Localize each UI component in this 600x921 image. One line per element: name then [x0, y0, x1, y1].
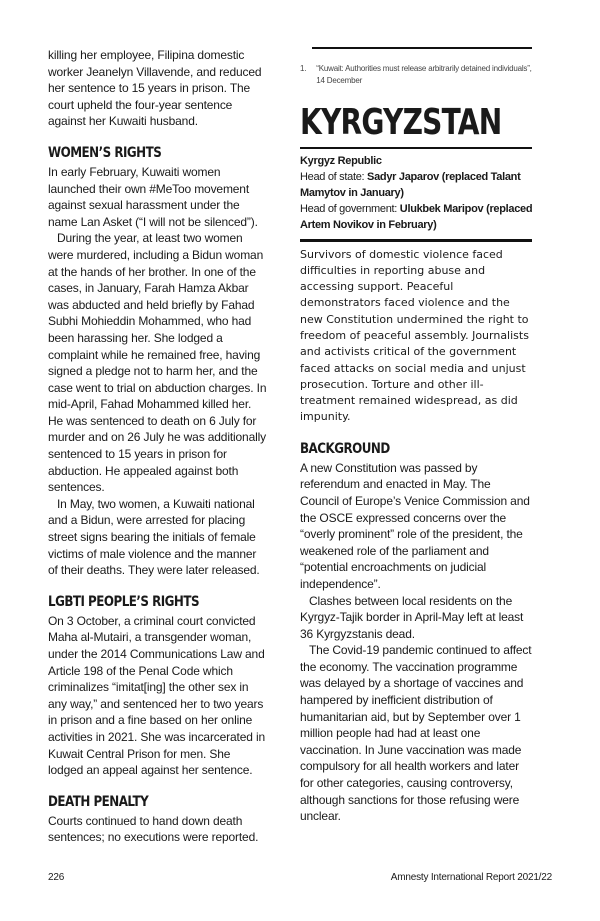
title-divider [300, 147, 532, 150]
paragraph: Clashes between local residents on the Kyrgyz-Tajik border in April-May left at least 36 Kyrgyzstanis dead. [300, 593, 524, 641]
paragraph: killing her employee, Filipina domestic worker Jeanelyn Villavende, and reduced her sentence to 15 years in prison. The court upheld the four-year sentence against her Kuwaiti husband. [48, 48, 262, 129]
footnote [300, 63, 536, 87]
section-heading-background: BACKGROUND [300, 440, 390, 457]
head-of-state-label: Head of state: [300, 171, 368, 183]
womens-rights-text [48, 164, 268, 579]
background-text [300, 460, 532, 825]
paragraph: A new Constitution was passed by referendum and enacted in May. The Council of Europe’s Venice Commission and the OSCE expressed concerns over the “overly prominent” role of the president, the weakened role of the parliament and “potential encroachments on judicial independence”. [300, 460, 530, 591]
paragraph: During the year, at least two women were murdered, including a Bidun woman at the hands of her brother. In one of the cases, in January, Farah Hamza Akbar was abducted and held briefly by Fahad Subhi Mohieddin Mohammed, who had been harassing her. She lodged a complaint while he remained free, having signed a pledge not to harm her, and the case went to trial on abduction charges. In mid-April, Fahad Mohammed killed her. He was sentenced to death on 6 July for murder and on 26 July he was additionally sentenced to 15 years in prison for abduction. He appealed against both sentences. [48, 231, 267, 495]
left-column-intro [48, 47, 268, 130]
section-heading-death-penalty: DEATH PENALTY [48, 793, 149, 810]
paragraph: In early February, Kuwaiti women launched their own #MeToo movement against sexual harassment under the name Lan Asket (“I will not be silenced”). [48, 164, 258, 229]
footnote-divider [312, 47, 532, 49]
page-number: 226 [48, 872, 65, 883]
head-of-government-label: Head of government: [300, 203, 400, 215]
left-column [48, 47, 268, 846]
right-column [300, 47, 536, 825]
paragraph: The Covid-19 pandemic continued to affect the economy. The vaccination programme was delayed by a shortage of vaccines and hampered by inefficient distribution of humanitarian aid, but by September over 1 million people had had at least one vaccination. In June vaccination was made compulsory for all health workers and later for other categories, causing controversy, although sanctions for those refusing were unclear. [300, 643, 532, 824]
paragraph: Courts continued to hand down death sentences; no executions were reported. [48, 813, 259, 845]
section-heading-womens-rights: WOMEN’S RIGHTS [48, 144, 162, 161]
head-of-state: Sadyr Japarov (replaced Talant Mamytov in January) [300, 171, 521, 199]
lgbti-text [48, 613, 268, 779]
summary: Survivors of domestic violence faced difficulties in reporting abuse and accessing support. Peaceful demonstrators faced violence and the new Constitution undermined the right to freedom of peaceful assembly. Journalists and activists critical of the government faced attacks on social media and unjust prosecution. Torture and other ill-treatment remained widespread, as did impunity. [300, 247, 529, 424]
paragraph: In May, two women, a Kuwaiti national and a Bidun, were arrested for placing street signs bearing the initials of female victims of male violence and the manner of their deaths. They were later released. [48, 496, 260, 578]
paragraph: On 3 October, a criminal court convicted Maha al-Mutairi, a transgender woman, under the 2014 Communications Law and Article 198 of the Penal Code which criminalizes “imitat[ing] the other sex in any way,” and sentenced her to two years in prison and a fine based on her online activities in 2021. She was incarcerated in Kuwait Central Prison for men. She lodged an appeal against her sentence. [48, 613, 266, 778]
country-title: KYRGYZSTAN [300, 101, 502, 143]
section-heading-lgbti: LGBTI PEOPLE’S RIGHTS [48, 593, 200, 610]
head-of-government: Ulukbek Maripov (replaced Artem Novikov in February) [300, 203, 533, 231]
death-penalty-text [48, 813, 268, 846]
footnote-text: “Kuwait: Authorities must release arbitrarily detained individuals”, 14 December [316, 63, 532, 85]
publication-title: Amnesty International Report 2021/22 [390, 872, 552, 883]
country-info [300, 153, 536, 233]
official-name: Kyrgyz Republic [300, 155, 382, 167]
footnote-number: 1. [300, 63, 307, 73]
info-divider [300, 239, 532, 242]
